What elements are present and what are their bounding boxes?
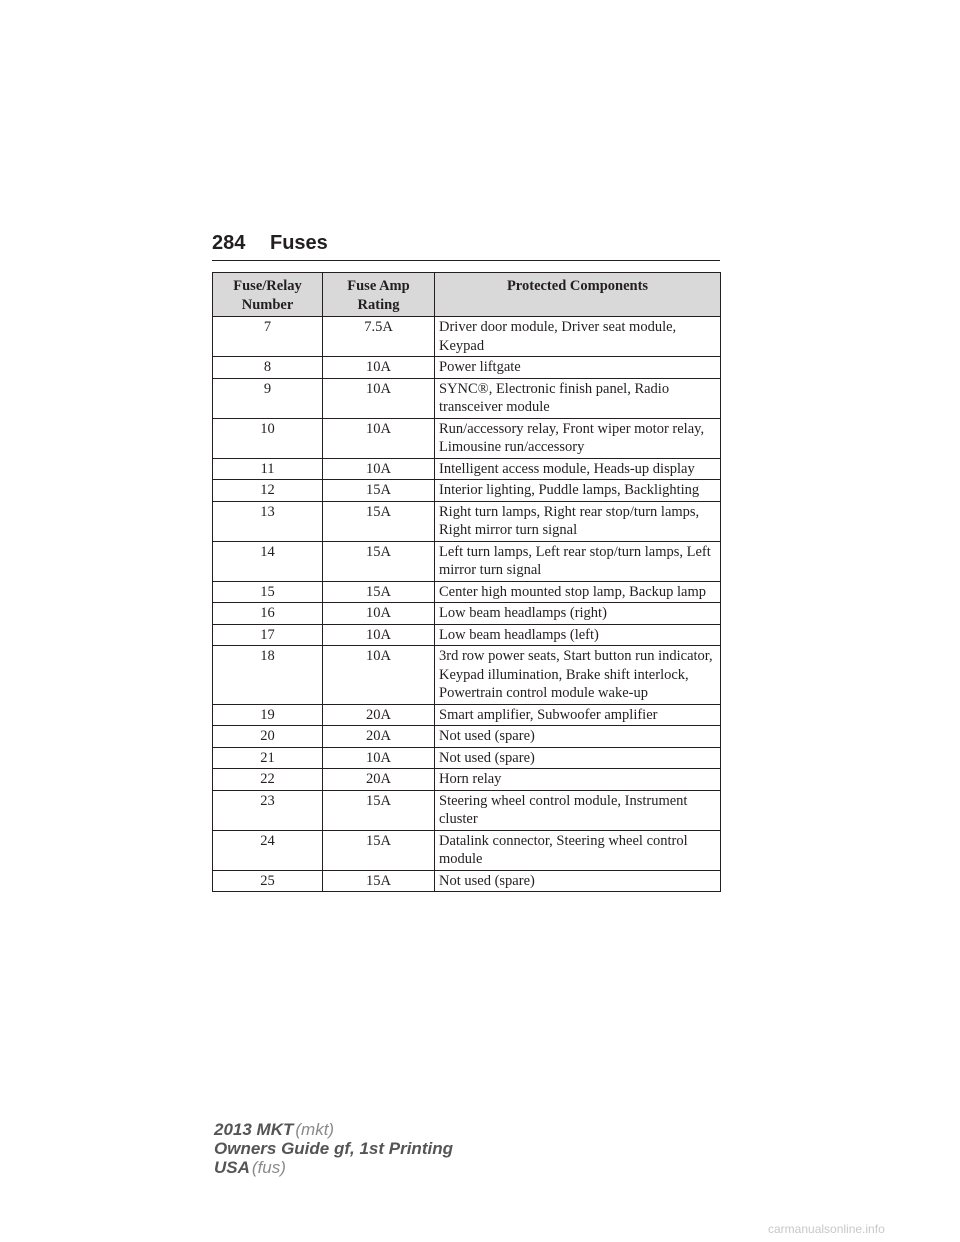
section-title: Fuses xyxy=(270,232,328,254)
protected-components-cell: Not used (spare) xyxy=(435,870,721,892)
fuse-number-cell: 14 xyxy=(213,541,323,581)
protected-components-cell: Driver door module, Driver seat module, Keypad xyxy=(435,317,721,357)
footer-line-market xyxy=(214,1158,453,1177)
table-row xyxy=(213,480,721,502)
column-header-fuse-amp-rating: Fuse Amp Rating xyxy=(323,273,435,317)
amp-rating-cell: 10A xyxy=(323,357,435,379)
table-row xyxy=(213,458,721,480)
protected-components-cell: Run/accessory relay, Front wiper motor relay, Limousine run/accessory xyxy=(435,418,721,458)
amp-rating-cell: 15A xyxy=(323,790,435,830)
amp-rating-cell: 15A xyxy=(323,581,435,603)
protected-components-cell: Intelligent access module, Heads-up display xyxy=(435,458,721,480)
amp-rating-cell: 15A xyxy=(323,541,435,581)
fuse-number-cell: 12 xyxy=(213,480,323,502)
amp-rating-cell: 20A xyxy=(323,726,435,748)
protected-components-cell: Smart amplifier, Subwoofer amplifier xyxy=(435,704,721,726)
footer-model: 2013 MKT xyxy=(214,1120,294,1139)
amp-rating-cell: 15A xyxy=(323,501,435,541)
table-row xyxy=(213,769,721,791)
fuse-number-cell: 25 xyxy=(213,870,323,892)
table-row xyxy=(213,747,721,769)
protected-components-cell: Center high mounted stop lamp, Backup lamp xyxy=(435,581,721,603)
protected-components-cell: Interior lighting, Puddle lamps, Backlighting xyxy=(435,480,721,502)
watermark: carmanualsonline.info xyxy=(768,1222,885,1236)
fuse-number-cell: 16 xyxy=(213,603,323,625)
print-footer xyxy=(214,1120,453,1177)
amp-rating-cell: 10A xyxy=(323,378,435,418)
amp-rating-cell: 20A xyxy=(323,704,435,726)
fuse-number-cell: 17 xyxy=(213,624,323,646)
fuse-number-cell: 9 xyxy=(213,378,323,418)
column-header-protected-components: Protected Components xyxy=(435,273,721,317)
amp-rating-cell: 15A xyxy=(323,870,435,892)
protected-components-cell: Not used (spare) xyxy=(435,747,721,769)
table-row xyxy=(213,357,721,379)
table-row xyxy=(213,603,721,625)
table-row xyxy=(213,830,721,870)
fuse-number-cell: 20 xyxy=(213,726,323,748)
table-row xyxy=(213,581,721,603)
table-row xyxy=(213,501,721,541)
fuse-number-cell: 19 xyxy=(213,704,323,726)
protected-components-cell: Low beam headlamps (right) xyxy=(435,603,721,625)
page-header xyxy=(212,232,720,261)
table-row xyxy=(213,418,721,458)
fuse-number-cell: 22 xyxy=(213,769,323,791)
protected-components-cell: Power liftgate xyxy=(435,357,721,379)
column-header-fuse-relay-number: Fuse/Relay Number xyxy=(213,273,323,317)
fuse-number-cell: 7 xyxy=(213,317,323,357)
fuse-table xyxy=(212,272,721,892)
fuse-number-cell: 21 xyxy=(213,747,323,769)
amp-rating-cell: 10A xyxy=(323,458,435,480)
fuse-table-body xyxy=(213,317,721,892)
table-row xyxy=(213,541,721,581)
fuse-number-cell: 15 xyxy=(213,581,323,603)
protected-components-cell: Not used (spare) xyxy=(435,726,721,748)
footer-line-model xyxy=(214,1120,453,1139)
fuse-number-cell: 13 xyxy=(213,501,323,541)
protected-components-cell: Low beam headlamps (left) xyxy=(435,624,721,646)
fuse-number-cell: 10 xyxy=(213,418,323,458)
footer-guide: Owners Guide gf, 1st Printing xyxy=(214,1139,453,1158)
table-header-row xyxy=(213,273,721,317)
footer-market: USA xyxy=(214,1158,250,1177)
protected-components-cell: Steering wheel control module, Instrument cluster xyxy=(435,790,721,830)
fuse-number-cell: 18 xyxy=(213,646,323,705)
table-row xyxy=(213,378,721,418)
fuse-number-cell: 23 xyxy=(213,790,323,830)
table-row xyxy=(213,790,721,830)
protected-components-cell: 3rd row power seats, Start button run indicator, Keypad illumination, Brake shift interlock, Powertrain control module wake-up xyxy=(435,646,721,705)
amp-rating-cell: 20A xyxy=(323,769,435,791)
amp-rating-cell: 10A xyxy=(323,747,435,769)
table-row xyxy=(213,726,721,748)
fuse-number-cell: 11 xyxy=(213,458,323,480)
amp-rating-cell: 15A xyxy=(323,830,435,870)
table-row xyxy=(213,624,721,646)
protected-components-cell: Datalink connector, Steering wheel control module xyxy=(435,830,721,870)
protected-components-cell: SYNC®, Electronic finish panel, Radio transceiver module xyxy=(435,378,721,418)
amp-rating-cell: 10A xyxy=(323,624,435,646)
footer-line-guide xyxy=(214,1139,453,1158)
table-row xyxy=(213,870,721,892)
protected-components-cell: Right turn lamps, Right rear stop/turn lamps, Right mirror turn signal xyxy=(435,501,721,541)
page-number: 284 xyxy=(212,232,246,254)
amp-rating-cell: 15A xyxy=(323,480,435,502)
fuse-number-cell: 8 xyxy=(213,357,323,379)
table-row xyxy=(213,646,721,705)
protected-components-cell: Left turn lamps, Left rear stop/turn lamps, Left mirror turn signal xyxy=(435,541,721,581)
amp-rating-cell: 10A xyxy=(323,418,435,458)
protected-components-cell: Horn relay xyxy=(435,769,721,791)
amp-rating-cell: 7.5A xyxy=(323,317,435,357)
fuse-number-cell: 24 xyxy=(213,830,323,870)
table-row xyxy=(213,317,721,357)
amp-rating-cell: 10A xyxy=(323,646,435,705)
amp-rating-cell: 10A xyxy=(323,603,435,625)
table-row xyxy=(213,704,721,726)
footer-model-code: (mkt) xyxy=(295,1120,335,1139)
footer-market-code: (fus) xyxy=(251,1158,286,1177)
